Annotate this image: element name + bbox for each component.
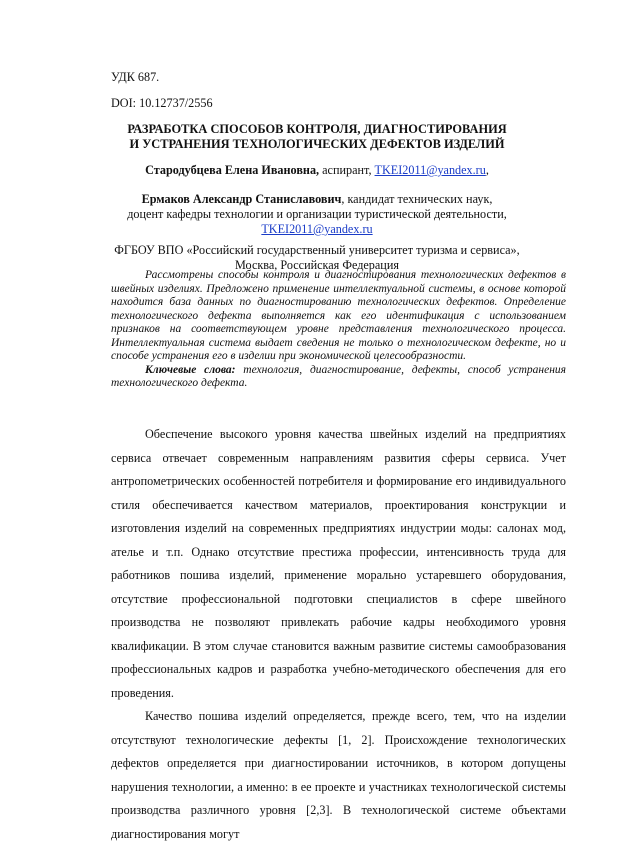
keywords-label: Ключевые слова: [145,363,236,376]
paragraph-1: Обеспечение высокого уровня качества швейных изделий на предприятиях сервиса отвечает современным направлениям развития сферы сервиса. Учет антропометрических особенностей потребителя и формирование его индивидуального стиля обеспечивается качеством материалов, проектирования конструкции и изготовления изделий на современных предприятиях индустрии моды: салонах мод, ателье и т.п. Однако отсутствие престижа профессии, интенсивность труда для работников пошива изделий, применение морально устаревшего оборудования, отсутствие профессиональной подготовки специалистов в сфере швейного производства не позволяют привлекать рабочие кадры необходимого уровня квалификации. В этом случае становится важным развитие системы самообразования профессиональных кадров и разработка учебно-методического обеспечения для его проведения. [111,427,566,700]
title-line-2: И УСТРАНЕНИЯ ТЕХНОЛОГИЧЕСКИХ ДЕФЕКТОВ ИЗДЕЛИЙ [129,137,505,151]
author-2 [60,192,574,237]
paper-title [60,122,574,152]
abstract [111,269,566,391]
author-1-trailing-comma: , [485,163,489,177]
author-1-name: Стародубцева Елена Ивановна, [145,163,320,177]
article-body [111,423,566,846]
udc-code: УДК 687. [111,70,160,84]
paragraph-2: Качество пошива изделий определяется, прежде всего, тем, что на изделии отсутствуют технологические дефекты [1, 2]. Происхождение технологических дефектов определяется при диагностировании источников, в котором допущены нарушения технологии, а именно: в ее проекте и участниках технологической системы производства различного уровня [2,3]. В технологической системе объектами диагностирования могут [111,709,566,841]
author-2-name: Ермаков Александр Станиславович [141,192,342,206]
keywords-text: технология, диагностирование, дефекты, способ устранения технологического дефекта. [111,363,567,389]
author-2-email-link[interactable]: TKEI2011@yandex.ru [261,222,373,236]
author-2-position: доцент кафедры технологии и организации туристической деятельности, [127,207,507,221]
author-2-role: , кандидат технических наук, [341,192,493,206]
keywords [111,364,566,391]
abstract-text: Рассмотрены способы контроля и диагностирования технологических дефектов в швейных изделиях. Предложено применение интеллектуальной системы, в основе которой находится база данных по диагностированию технологических дефектов. Определение технологического дефекта выполняется как его идентификация с использованием признаков на соответствующем уровне представления технологического процесса. Интеллектуальная система выдает сведения не только о технологическом дефекте, но и способе устранения его в изделии при экономической целесообразности. [111,269,566,362]
affiliation-line-2: Москва, Российская Федерация [235,258,399,272]
affiliation-line-1: ФГБОУ ВПО «Российский государственный университет туризма и сервиса», [114,243,520,257]
author-1-email-link[interactable]: TKEI2011@yandex.ru [374,163,486,177]
author-1 [60,163,574,178]
doi: DOI: 10.12737/2556 [111,96,213,110]
title-line-1: РАЗРАБОТКА СПОСОБОВ КОНТРОЛЯ, ДИАГНОСТИРОВАНИЯ [127,122,507,136]
author-1-role: аспирант, [319,163,375,177]
